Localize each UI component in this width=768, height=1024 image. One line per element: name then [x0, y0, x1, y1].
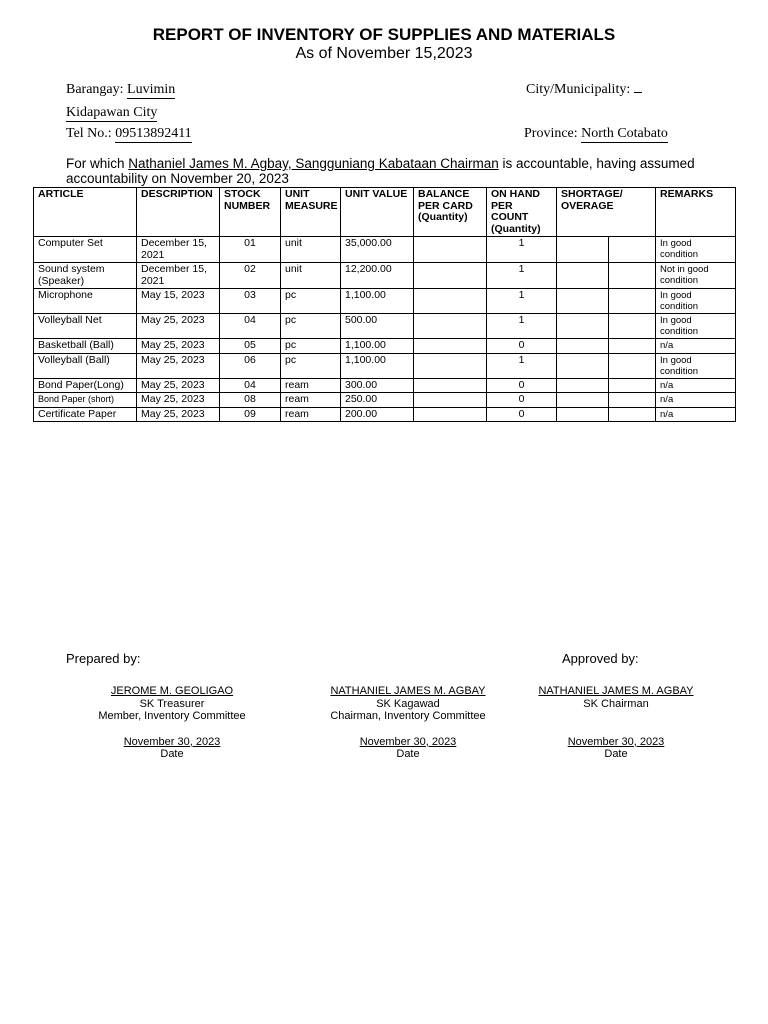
- col-article: ARTICLE: [34, 188, 137, 237]
- province-value: North Cotabato: [581, 126, 668, 141]
- cell-overage: [609, 237, 656, 263]
- cell-stock: 03: [220, 289, 281, 314]
- signature-date-label: Date: [604, 748, 628, 760]
- cell-on-hand: 1: [487, 314, 557, 339]
- signatory-name: NATHANIEL JAMES M. AGBAY: [330, 685, 486, 697]
- signatory-block-treasurer: [62, 685, 282, 761]
- cell-overage: [609, 339, 656, 354]
- cell-description: December 15, 2021: [137, 263, 220, 289]
- cell-on-hand: 1: [487, 263, 557, 289]
- cell-stock: 09: [220, 407, 281, 422]
- cell-unit: unit: [281, 263, 341, 289]
- cell-remarks: In good condition: [656, 314, 736, 339]
- cell-unit: ream: [281, 393, 341, 408]
- cell-stock: 06: [220, 353, 281, 378]
- cell-remarks: n/a: [656, 407, 736, 422]
- cell-value: 1,100.00: [341, 289, 414, 314]
- cell-stock: 02: [220, 263, 281, 289]
- cell-overage: [609, 314, 656, 339]
- signature-date: November 30, 2023: [123, 735, 221, 748]
- col-unit-value: UNIT VALUE: [341, 188, 414, 237]
- cell-unit: pc: [281, 314, 341, 339]
- cell-balance: [414, 237, 487, 263]
- city-value-field: [66, 105, 157, 121]
- accountable-person: Nathaniel James M. Agbay, Sangguniang Kabataan Chairman: [128, 156, 499, 171]
- cell-shortage: [557, 314, 609, 339]
- cell-remarks: Not in good condition: [656, 263, 736, 289]
- cell-on-hand: 1: [487, 353, 557, 378]
- cell-description: May 25, 2023: [137, 339, 220, 354]
- table-row: [34, 263, 736, 289]
- signatory-block-kagawad: [296, 685, 520, 761]
- col-balance-per-card: BALANCE PER CARD (Quantity): [414, 188, 487, 237]
- cell-article: Computer Set: [34, 237, 137, 263]
- accountability-statement: [66, 156, 706, 186]
- signatory-role: Chairman, Inventory Committee: [330, 710, 486, 722]
- cell-description: May 15, 2023: [137, 289, 220, 314]
- approved-by-label: Approved by:: [562, 651, 639, 666]
- cell-balance: [414, 407, 487, 422]
- cell-overage: [609, 378, 656, 393]
- cell-balance: [414, 314, 487, 339]
- cell-balance: [414, 289, 487, 314]
- cell-value: 500.00: [341, 314, 414, 339]
- cell-overage: [609, 289, 656, 314]
- cell-balance: [414, 263, 487, 289]
- city-field: [526, 82, 642, 98]
- table-row: [34, 237, 736, 263]
- signatory-position: SK Chairman: [583, 697, 649, 710]
- province-field: [524, 126, 668, 142]
- city-underline: [634, 91, 642, 93]
- cell-article: Basketball (Ball): [34, 339, 137, 354]
- cell-description: December 15, 2021: [137, 237, 220, 263]
- cell-balance: [414, 339, 487, 354]
- cell-remarks: n/a: [656, 339, 736, 354]
- cell-overage: [609, 263, 656, 289]
- tel-value: 09513892411: [115, 126, 192, 141]
- table-header-row: [34, 188, 736, 237]
- cell-value: 200.00: [341, 407, 414, 422]
- table-row: [34, 407, 736, 422]
- cell-on-hand: 1: [487, 237, 557, 263]
- city-label: City/Municipality:: [526, 82, 631, 97]
- signature-date: November 30, 2023: [359, 735, 457, 748]
- cell-on-hand: 0: [487, 378, 557, 393]
- cell-overage: [609, 393, 656, 408]
- tel-label: Tel No.:: [66, 126, 112, 141]
- accountability-prefix: For which: [66, 156, 129, 171]
- col-shortage-overage: SHORTAGE/ OVERAGE: [557, 188, 656, 237]
- cell-shortage: [557, 339, 609, 354]
- table-row: [34, 314, 736, 339]
- col-unit-measure: UNIT MEASURE: [281, 188, 341, 237]
- cell-description: May 25, 2023: [137, 393, 220, 408]
- cell-balance: [414, 393, 487, 408]
- city-value: Kidapawan City: [66, 105, 158, 120]
- tel-field: [66, 126, 192, 142]
- cell-article: Bond Paper(Long): [34, 378, 137, 393]
- cell-shortage: [557, 237, 609, 263]
- col-stock-number: STOCK NUMBER: [220, 188, 281, 237]
- cell-stock: 04: [220, 314, 281, 339]
- report-title: REPORT OF INVENTORY OF SUPPLIES AND MATERIALS: [152, 25, 616, 44]
- cell-description: May 25, 2023: [137, 353, 220, 378]
- col-remarks: REMARKS: [656, 188, 736, 237]
- cell-article: Volleyball (Ball): [34, 353, 137, 378]
- signature-date-label: Date: [160, 748, 184, 760]
- table-row: [34, 378, 736, 393]
- cell-article: Sound system (Speaker): [34, 263, 137, 289]
- cell-article: Bond Paper (short): [34, 393, 137, 408]
- cell-value: 300.00: [341, 378, 414, 393]
- cell-value: 1,100.00: [341, 353, 414, 378]
- cell-article: Volleyball Net: [34, 314, 137, 339]
- cell-unit: pc: [281, 353, 341, 378]
- table-row: [34, 339, 736, 354]
- cell-on-hand: 0: [487, 339, 557, 354]
- cell-shortage: [557, 289, 609, 314]
- cell-shortage: [557, 407, 609, 422]
- signatory-name: NATHANIEL JAMES M. AGBAY: [538, 685, 694, 697]
- table-row: [34, 393, 736, 408]
- signatory-name: JEROME M. GEOLIGAO: [110, 685, 234, 697]
- cell-on-hand: 0: [487, 407, 557, 422]
- cell-article: Microphone: [34, 289, 137, 314]
- cell-remarks: In good condition: [656, 237, 736, 263]
- cell-shortage: [557, 353, 609, 378]
- barangay-label: Barangay:: [66, 82, 124, 97]
- cell-unit: unit: [281, 237, 341, 263]
- cell-balance: [414, 378, 487, 393]
- signature-date-label: Date: [396, 748, 420, 760]
- cell-unit: ream: [281, 378, 341, 393]
- signatory-role: Member, Inventory Committee: [98, 710, 246, 722]
- cell-article: Certificate Paper: [34, 407, 137, 422]
- accountability-suffix: is accountable, having assumed accountability on November 20, 2023: [66, 156, 695, 186]
- cell-description: May 25, 2023: [137, 378, 220, 393]
- cell-overage: [609, 407, 656, 422]
- signature-date: November 30, 2023: [567, 735, 665, 748]
- cell-on-hand: 0: [487, 393, 557, 408]
- cell-value: 12,200.00: [341, 263, 414, 289]
- province-label: Province:: [524, 126, 578, 141]
- cell-on-hand: 1: [487, 289, 557, 314]
- inventory-table: [33, 187, 736, 422]
- cell-balance: [414, 353, 487, 378]
- cell-stock: 01: [220, 237, 281, 263]
- cell-unit: pc: [281, 289, 341, 314]
- signatory-role: [514, 710, 718, 723]
- cell-shortage: [557, 393, 609, 408]
- cell-remarks: n/a: [656, 378, 736, 393]
- cell-shortage: [557, 378, 609, 393]
- barangay-field: [66, 82, 175, 98]
- cell-stock: 05: [220, 339, 281, 354]
- signatory-position: SK Kagawad: [376, 697, 440, 710]
- cell-value: 1,100.00: [341, 339, 414, 354]
- cell-remarks: In good condition: [656, 289, 736, 314]
- prepared-by-label: Prepared by:: [66, 651, 141, 666]
- report-date-subtitle: As of November 15,2023: [295, 45, 473, 62]
- barangay-value: Luvimin: [127, 82, 176, 97]
- signatory-block-chairman: [514, 685, 718, 761]
- cell-value: 35,000.00: [341, 237, 414, 263]
- cell-remarks: In good condition: [656, 353, 736, 378]
- cell-shortage: [557, 263, 609, 289]
- signatory-position: SK Treasurer: [139, 697, 205, 710]
- cell-description: May 25, 2023: [137, 407, 220, 422]
- cell-stock: 08: [220, 393, 281, 408]
- col-on-hand-per-count: ON HAND PER COUNT (Quantity): [487, 188, 557, 237]
- table-row: [34, 289, 736, 314]
- col-description: DESCRIPTION: [137, 188, 220, 237]
- cell-stock: 04: [220, 378, 281, 393]
- cell-value: 250.00: [341, 393, 414, 408]
- cell-overage: [609, 353, 656, 378]
- cell-remarks: n/a: [656, 393, 736, 408]
- table-row: [34, 353, 736, 378]
- cell-unit: pc: [281, 339, 341, 354]
- cell-unit: ream: [281, 407, 341, 422]
- cell-description: May 25, 2023: [137, 314, 220, 339]
